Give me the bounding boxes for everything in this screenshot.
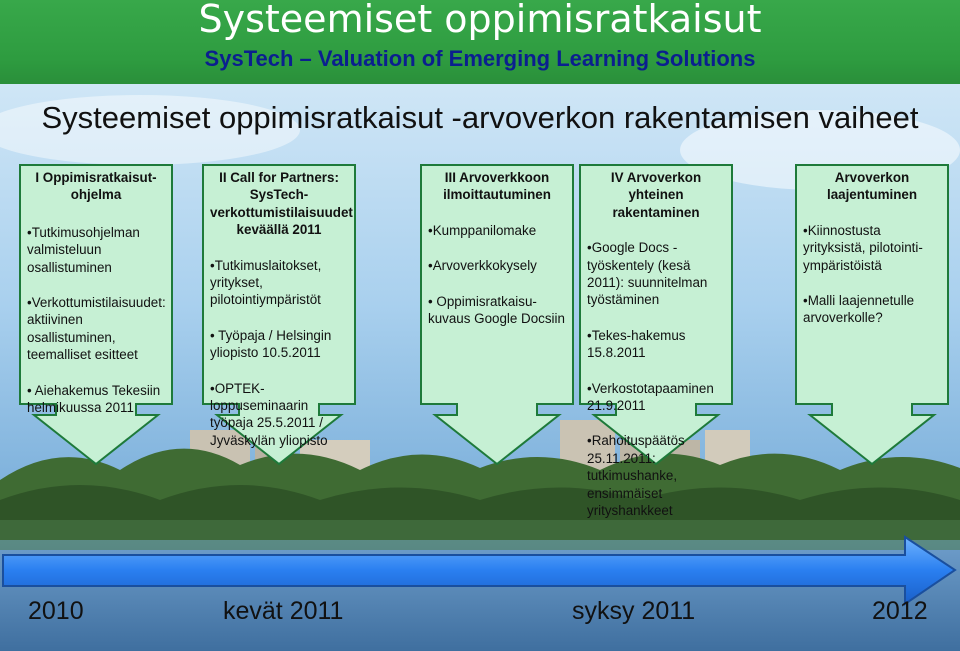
timeline-label-autumn-2011: syksy 2011 — [572, 597, 696, 625]
slide-title: Systeemiset oppimisratkaisut -arvoverkon rakentamisen vaiheet — [41, 100, 919, 135]
phase-item: •Kumppanilomake — [428, 222, 537, 238]
phase-item: •Malli laajennetulle arvoverkolle? — [803, 293, 915, 326]
phase-item: •Tutkimusohjelman valmisteluun osallistuminen — [27, 224, 140, 275]
phase-item: •Tekes-hakemus 15.8.2011 — [587, 327, 686, 361]
phase-heading: I Oppimisratkaisut-ohjelma — [35, 170, 157, 203]
phase-item: • Aiehakemus Tekesiin helmikuussa 2011 — [27, 382, 161, 416]
phase-item: •Rahoituspäätös 25.11.2011: tutkimushanke, ensimmäiset yrityshankkeet — [587, 433, 685, 519]
phase-item: •Arvoverkkokysely — [428, 258, 537, 274]
phase-item: •Google Docs -työskentely (kesä 2011): suunnitelman työstäminen — [587, 240, 708, 308]
phase-item: • Työpaja / Helsingin yliopisto 10.5.2011 — [210, 327, 332, 361]
phase-item: •Verkostotapaaminen 21.9.2011 — [587, 380, 714, 414]
phase-item: •Verkottumistilaisuudet: aktiivinen osallistuminen, teemalliset esitteet — [27, 295, 166, 363]
phase-item: • Oppimisratkaisu-kuvaus Google Docsiin — [428, 293, 565, 327]
phase-heading: IV Arvoverkon yhteinen rakentaminen — [610, 170, 702, 220]
timeline-label-2010: 2010 — [28, 597, 84, 625]
phase-heading: II Call for Partners: SysTech-verkottumistilaisuudet keväällä 2011 — [210, 170, 353, 238]
phase-heading: III Arvoverkkoon ilmoittautuminen — [443, 170, 551, 203]
phase-item: •Tutkimuslaitokset, yritykset, pilotointiympäristöt — [210, 257, 322, 308]
phase-item: •OPTEK-loppuseminaarin työpaja 25.5.2011 / Jyväskylän yliopisto — [210, 380, 328, 448]
header-title: Systeemiset oppimisratkaisut — [198, 0, 762, 41]
timeline-label-spring-2011: kevät 2011 — [223, 597, 344, 625]
timeline-label-2012: 2012 — [872, 597, 928, 625]
phase-heading: Arvoverkon laajentuminen — [826, 170, 918, 203]
header-subtitle: SysTech – Valuation of Emerging Learning Solutions — [204, 46, 756, 71]
phase-item: •Kiinnostusta yrityksistä, pilotointi-ympäristöistä — [803, 222, 923, 273]
